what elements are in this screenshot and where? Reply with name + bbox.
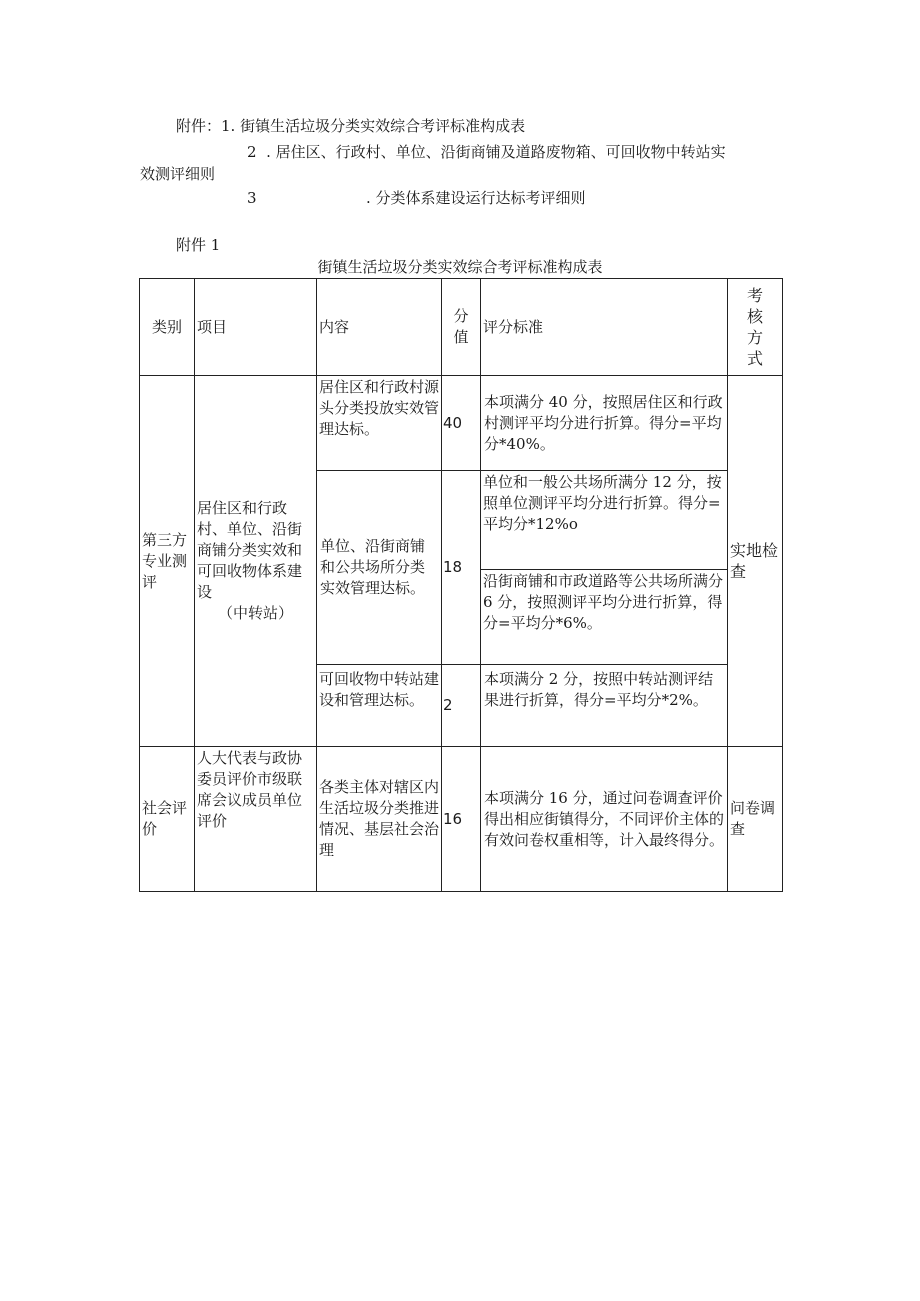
section2-criteria: 本项满分 16 分，通过问卷调查评价得出相应街镇得分，不同评价主体的有效问卷权重相等，计入最终得分。 (481, 747, 728, 892)
attachment-line-2-text: . 居住区、行政村、单位、沿街商铺及道路废物箱、可回收物中转站实 (266, 143, 726, 161)
table-row (140, 747, 783, 892)
attachment-line-2 (247, 141, 726, 163)
attachment-line-3-number: 3 (247, 189, 257, 207)
header-score: 分值 (442, 279, 481, 376)
section1-row2-criteria-a: 单位和一般公共场所满分 12 分，按照单位测评平均分进行折算。得分=平均分*12%o (481, 471, 728, 570)
section1-row3-criteria: 本项满分 2 分，按照中转站测评结果进行折算，得分=平均分*2%。 (481, 665, 728, 747)
header-content: 内容 (317, 279, 442, 376)
header-method: 考核方式 (728, 279, 783, 376)
section1-method: 实地检查 (728, 376, 783, 747)
section1-row1-content: 居住区和行政村源头分类投放实效管理达标。 (317, 376, 442, 471)
section2-item: 人大代表与政协委员评价市级联席会议成员单位评价 (195, 747, 317, 892)
section1-row3-score: 2 (442, 665, 481, 747)
section1-item (195, 376, 317, 747)
section1-item-note: （中转站） (217, 604, 293, 622)
section1-row3-content: 可回收物中转站建设和管理达标。 (317, 665, 442, 747)
section1-row2-content: 单位、沿街商铺和公共场所分类实效管理达标。 (317, 471, 442, 665)
section2-content: 各类主体对辖区内生活垃圾分类推进情况、基层社会治理 (317, 747, 442, 892)
table-header-row (140, 279, 783, 376)
attachment-line-1: 附件：1. 街镇生活垃圾分类实效综合考评标准构成表 (176, 117, 526, 135)
attachment-line-2-number: 2 (247, 143, 257, 161)
section1-row2-score: 18 (442, 471, 481, 665)
annex-label: 附件 1 (176, 236, 221, 254)
section2-score: 16 (442, 747, 481, 892)
section1-row1-score: 40 (442, 376, 481, 471)
header-category: 类别 (140, 279, 195, 376)
section1-category: 第三方专业测评 (140, 376, 195, 747)
section2-method: 问卷调查 (728, 747, 783, 892)
section2-category: 社会评价 (140, 747, 195, 892)
attachment-line-2-continued: 效测评细则 (140, 165, 216, 183)
header-criteria: 评分标准 (481, 279, 728, 376)
attachment-line-3-text: . 分类体系建设运行达标考评细则 (366, 189, 586, 207)
table-row (140, 376, 783, 471)
table-title: 街镇生活垃圾分类实效综合考评标准构成表 (317, 258, 603, 276)
section1-item-text: 居住区和行政村、单位、沿街商铺分类实效和可回收物体系建设 (197, 499, 303, 601)
header-item: 项目 (195, 279, 317, 376)
section1-row1-criteria: 本项满分 40 分，按照居住区和行政村测评平均分进行折算。得分=平均分*40%。 (481, 376, 728, 471)
section1-row2-criteria-b: 沿街商铺和市政道路等公共场所满分 6 分，按照测评平均分进行折算，得分=平均分*6%。 (481, 570, 728, 665)
evaluation-table (139, 278, 783, 892)
